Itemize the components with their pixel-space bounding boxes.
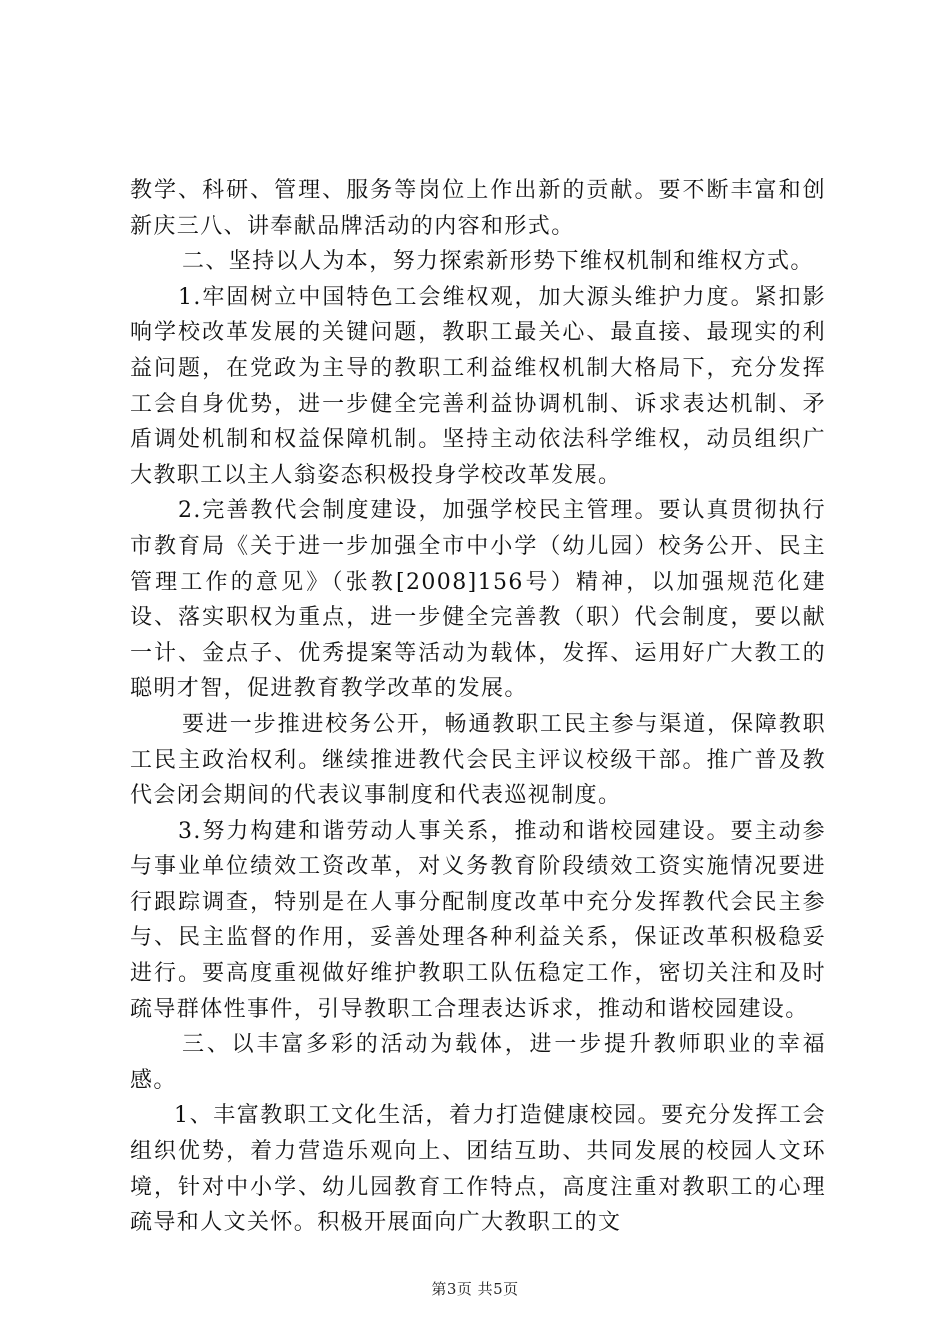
paragraph-item-2-2: 2.完善教代会制度建设，加强学校民主管理。要认真贯彻执行市教育局《关于进一步加强全市中小学（幼儿园）校务公开、民主管理工作的意见》（张教[2008]156号）精神，以加强规范化建设、落实职权为重点，进一步健全完善教（职）代会制度，要以献一计、金点子、优秀提案等活动为载体，发挥、运用好广大教工的聪明才智，促进教育教学改革的发展。 — [130, 498, 826, 702]
paragraph-continuation: 教学、科研、管理、服务等岗位上作出新的贡献。要不断丰富和创新庆三八、讲奉献品牌活动的内容和形式。 — [130, 178, 826, 239]
paragraph-transparency: 要进一步推进校务公开，畅通教职工民主参与渠道，保障教职工民主政治权利。继续推进教代会民主评议校级干部。推广普及教代会闭会期间的代表议事制度和代表巡视制度。 — [130, 711, 826, 809]
paragraph-item-2-1: 1.牢固树立中国特色工会维权观，加大源头维护力度。紧扣影响学校改革发展的关键问题，教职工最关心、最直接、最现实的利益问题，在党政为主导的教职工利益维权机制大格局下，充分发挥工会自身优势，进一步健全完善利益协调机制、诉求表达机制、矛盾调处机制和权益保障机制。坚持主动依法科学维权，动员组织广大教职工以主人翁姿态积极投身学校改革发展。 — [130, 284, 826, 488]
page-footer: 第3页 共5页 — [431, 1280, 519, 1298]
paragraph-item-2-3: 3.努力构建和谐劳动人事关系，推动和谐校园建设。要主动参与事业单位绩效工资改革，对义务教育阶段绩效工资实施情况要进行跟踪调查，特别是在人事分配制度改革中充分发挥教代会民主参与、民主监督的作用，妥善处理各种利益关系，保证改革积极稳妥进行。要高度重视做好维护教职工队伍稳定工作，密切关注和及时疏导群体性事件，引导教职工合理表达诉求，推动和谐校园建设。 — [130, 818, 826, 1022]
section-heading-2: 二、坚持以人为本，努力探索新形势下维权机制和维权方式。 — [182, 249, 814, 275]
paragraph-item-3-1: 1、丰富教职工文化生活，着力打造健康校园。要充分发挥工会组织优势，着力营造乐观向上、团结互助、共同发展的校园人文环境，针对中小学、幼儿园教育工作特点，高度注重对教职工的心理疏导和人文关怀。积极开展面向广大教职工的文 — [130, 1103, 826, 1236]
document-body — [130, 173, 826, 1241]
section-heading-3: 三、以丰富多彩的活动为载体，进一步提升教师职业的幸福感。 — [130, 1032, 826, 1093]
